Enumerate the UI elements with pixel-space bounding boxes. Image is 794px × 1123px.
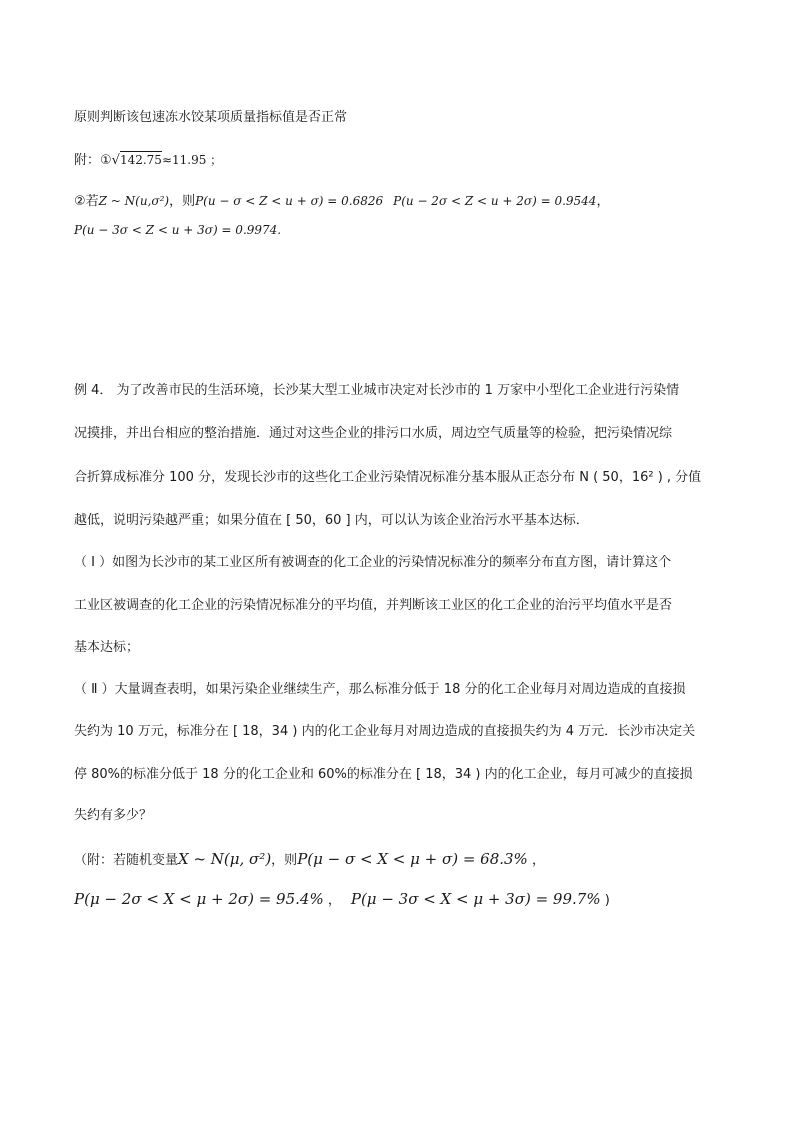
note-line-1 [74, 849, 545, 871]
question-1-text-1: （ Ⅰ ）如图为长沙市的某工业区所有被调查的化工企业的污染情况标准分的频率分布直方图，请计算这个 [74, 555, 672, 570]
criterion-text: 原则判断该包速冻水饺某项质量指标值是否正常 [74, 110, 348, 125]
example-text-1: 例 4． 为了改善市民的生活环境，长沙某大型工业城市决定对长沙市的 1 万家中小型化工企业进行污染情 [74, 383, 680, 398]
note-prob-three-sigma: P(μ − 3σ < X < μ + 3σ) = 99.7% [350, 890, 601, 908]
appendix-line-3 [74, 222, 281, 239]
example-text-2: 况摸排，并出台相应的整治措施．通过对这些企业的排污口水质，周边空气质量等的检验，把污染情况综 [74, 426, 673, 441]
appendix-line-2 [74, 193, 609, 210]
prob-three-sigma: P(u − 3σ < Z < u + 3σ) = 0.9974. [74, 223, 282, 237]
example-line-1 [74, 383, 679, 399]
example-line-2 [74, 426, 672, 442]
question-1-line-2 [74, 598, 672, 614]
appendix-prefix: 附：① [74, 153, 112, 168]
question-2-text-4: 失约有多少？ [74, 808, 153, 823]
question-2-line-3 [74, 767, 693, 783]
note-prob-two-sigma: P(μ − 2σ < X < μ + 2σ) = 95.4% [74, 890, 324, 908]
question-2-text-3: 停 80%的标准分低于 18 分的化工企业和 60%的标准分在 [ 18，34 ) 内的化工企业，每月可减少的直接损 [74, 767, 693, 782]
note-prefix: （附：若随机变量 [74, 853, 179, 868]
prob-two-sigma: P(u − 2σ < Z < u + 2σ) = 0.9544 [393, 194, 597, 208]
sqrt-approx: ≈11.95 ； [161, 153, 223, 167]
prob-one-sigma: P(u − σ < Z < u + σ) = 0.6826 [195, 194, 384, 208]
question-2-line-4 [74, 808, 152, 824]
question-1-text-2: 工业区被调查的化工企业的污染情况标准分的平均值，并判断该工业区的化工企业的治污平均值水平是否 [74, 598, 673, 613]
note-comma-2: ， [323, 893, 341, 908]
example-line-3 [74, 470, 701, 486]
note-comma-1: ， [527, 853, 545, 868]
sqrt-radicand: 142.75 [119, 153, 162, 167]
note-close-paren: ) [600, 893, 610, 908]
example-text-3: 合折算成标准分 100 分，发现长沙市的这些化工企业污染情况标准分基本服从正态分布 N ( 50，16² ) , 分值 [74, 470, 702, 485]
appendix-then: ，则 [169, 194, 196, 209]
note-line-2 [74, 889, 610, 911]
question-2-line-1 [74, 682, 685, 698]
question-1-line-3 [74, 640, 139, 656]
question-1-text-3: 基本达标； [74, 640, 140, 655]
note-then: ，则 [271, 853, 298, 868]
appendix-line-1 [74, 152, 222, 169]
note-prob-one-sigma: P(μ − σ < X < μ + σ) = 68.3% [297, 850, 528, 868]
appendix-if: ②若 [74, 194, 99, 209]
appendix-comma: ， [596, 194, 610, 209]
example-text-4: 越低，说明污染越严重；如果分值在 [ 50，60 ] 内，可以认为该企业治污水平基本达标． [74, 513, 589, 528]
example-line-4 [74, 513, 589, 529]
question-2-text-2: 失约为 10 万元，标准分在 [ 18，34 ) 内的化工企业每月对周边造成的直接损失约为 4 万元．长沙市决定关 [74, 724, 696, 739]
normal-dist-z: Z ~ N(u,σ²) [98, 194, 170, 208]
question-2-line-2 [74, 724, 695, 740]
question-1-line-1 [74, 555, 671, 571]
question-2-text-1: （ Ⅱ ）大量调查表明，如果污染企业继续生产，那么标准分低于 18 分的化工企业每月对周边造成的直接损 [74, 682, 686, 697]
sqrt-sign: √ [111, 153, 120, 168]
criterion-line [74, 110, 347, 126]
normal-dist-x: X ~ N(μ, σ²) [178, 850, 272, 868]
